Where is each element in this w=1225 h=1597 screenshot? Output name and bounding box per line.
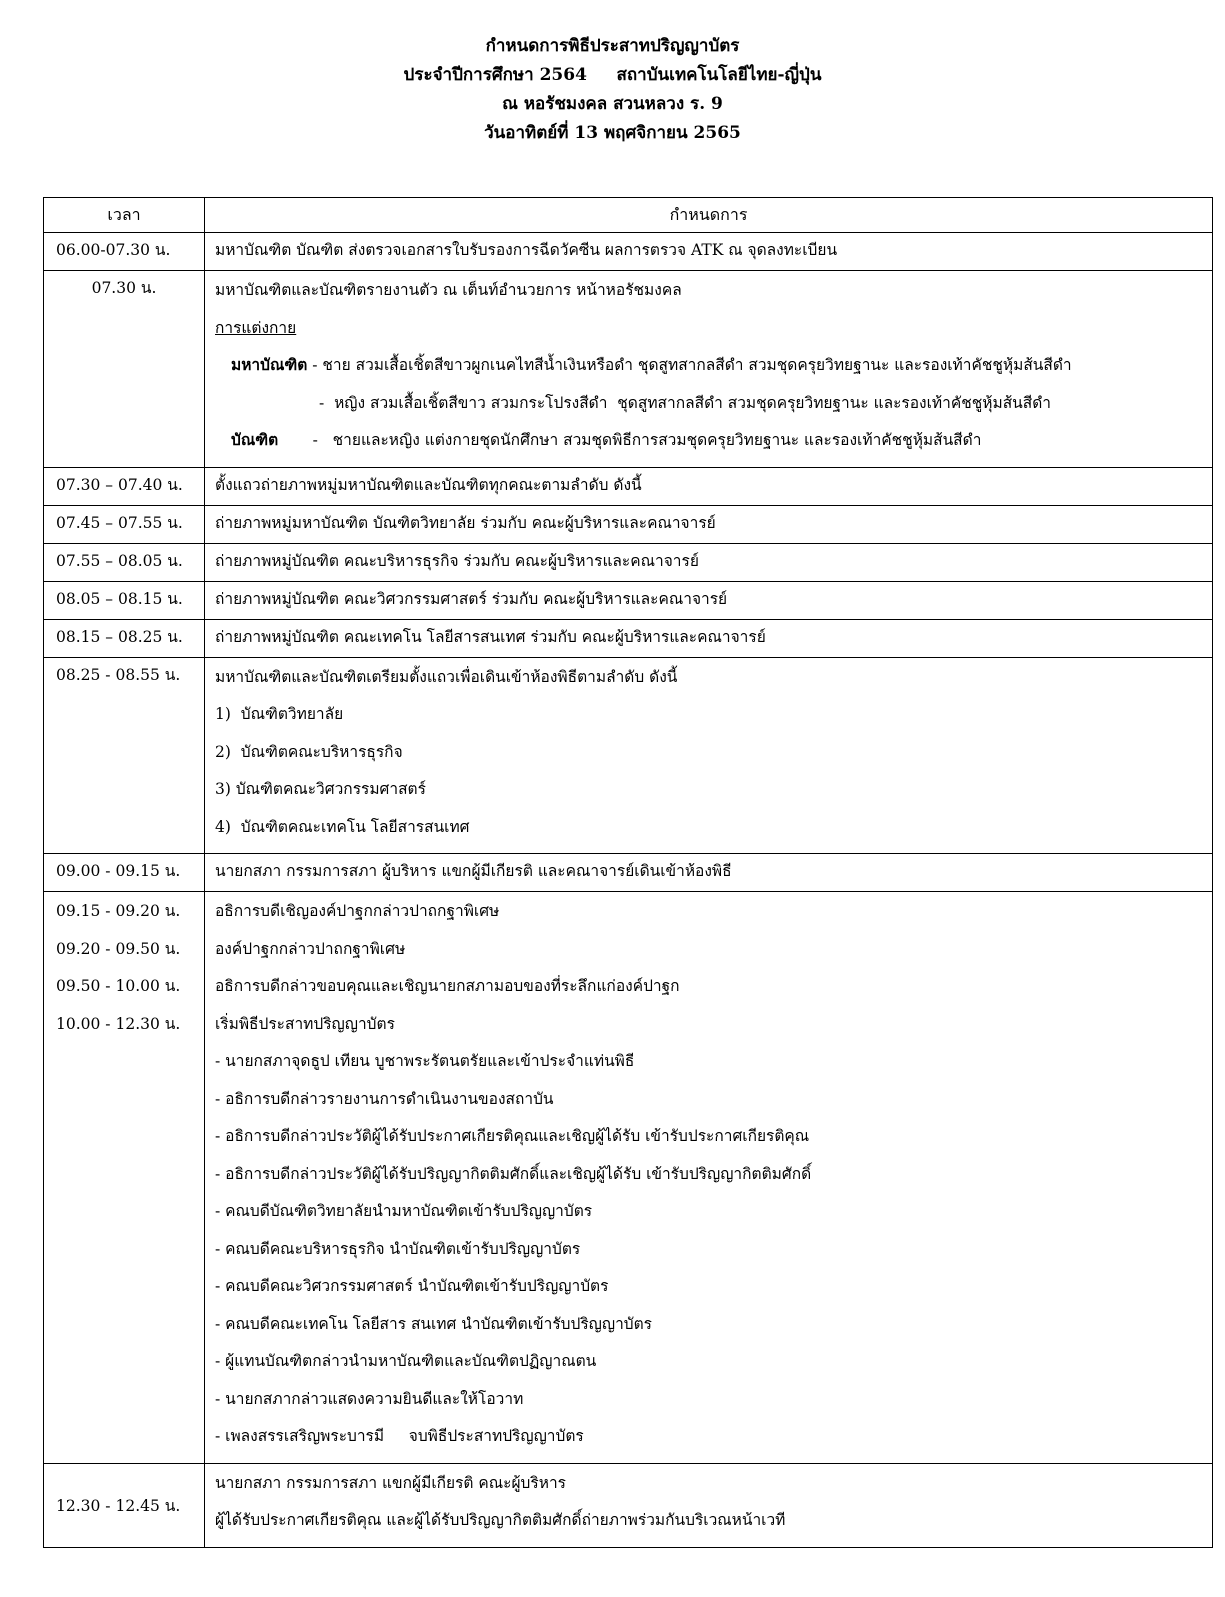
row-time: 06.00-07.30 น. xyxy=(44,233,205,271)
row-activity xyxy=(205,1463,1213,1547)
row-activity: มหาบัณฑิต บัณฑิต ส่งตรวจเอกสารใบรับรองการฉีดวัคซีน ผลการตรวจ ATK ณ จุดลงทะเบียน xyxy=(205,233,1213,271)
table-row xyxy=(44,467,1213,505)
bachelor-label: บัณฑิต xyxy=(231,430,279,449)
table-row xyxy=(44,543,1213,581)
activity-line: ผู้ได้รับประกาศเกียรติคุณ และผู้ได้รับปริญญากิตติมศักดิ์ถ่ายภาพร่วมกันบริเวณหน้าเวที xyxy=(215,1511,786,1529)
column-header-time: เวลา xyxy=(44,198,205,233)
bachelor-text: - ชายและหญิง แต่งกายชุดนักศึกษา สวมชุดพิธีการสวมชุดครุยวิทยฐานะ และรองเท้าคัชชูหุ้มส้นสีดำ xyxy=(278,431,982,449)
table-header-row xyxy=(44,198,1213,233)
header-venue: ณ หอรัชมงคล สวนหลวง ร. 9 xyxy=(502,94,723,114)
order-item: 1) บัณฑิตวิทยาลัย xyxy=(215,705,344,723)
row-activity xyxy=(205,271,1213,468)
table-row xyxy=(44,505,1213,543)
table-row xyxy=(44,271,1213,468)
order-item: 4) บัณฑิตคณะเทคโน โลยีสารสนเทศ xyxy=(215,817,470,836)
row-time: 09.50 - 10.00 น. xyxy=(56,977,181,995)
activity-line: - เพลงสรรเสริญพระบารมี จบพิธีประสาทปริญญาบัตร xyxy=(215,1427,584,1445)
activity-line: อธิการบดีเชิญองค์ปาฐกกล่าวปาถกฐาพิเศษ xyxy=(215,902,500,920)
table-row xyxy=(44,1463,1213,1547)
header-academic-year: ประจำปีการศึกษา 2564 สถาบันเทคโนโลยีไทย-ญี่ปุ่น xyxy=(403,65,822,85)
dress-code-bachelor xyxy=(215,425,1208,463)
activity-line: - ผู้แทนบัณฑิตกล่าวนำมหาบัณฑิตและบัณฑิตปฏิญาณตน xyxy=(215,1352,597,1370)
row-activity: ถ่ายภาพหมู่บัณฑิต คณะเทคโน โลยีสารสนเทศ ร่วมกับ คณะผู้บริหารและคณาจารย์ xyxy=(205,619,1213,657)
master-label: มหาบัณฑิต xyxy=(231,355,308,374)
master-male-text: - ชาย สวมเสื้อเชิ้ตสีขาวผูกเนคไทสีน้ำเงินหรือดำ ชุดสูทสากลสีดำ สวมชุดครุยวิทยฐานะ และรองเท้าคัชชูหุ้มส้นสีดำ xyxy=(307,356,1072,374)
row-time: 10.00 - 12.30 น. xyxy=(56,1014,181,1033)
table-row xyxy=(44,657,1213,854)
activity-line: มหาบัณฑิตและบัณฑิตเตรียมตั้งแถวเพื่อเดินเข้าห้องพิธีตามลำดับ ดังนี้ xyxy=(215,667,678,686)
row-time: 07.55 – 08.05 น. xyxy=(44,543,205,581)
activity-line: องค์ปาฐกกล่าวปาถกฐาพิเศษ xyxy=(215,939,406,958)
row-time: 07.30 – 07.40 น. xyxy=(44,467,205,505)
row-activity xyxy=(205,657,1213,854)
row-time: 08.25 - 08.55 น. xyxy=(44,657,205,854)
activity-line: เริ่มพิธีประสาทปริญญาบัตร xyxy=(215,1014,395,1033)
row-activity: ตั้งแถวถ่ายภาพหมู่มหาบัณฑิตและบัณฑิตทุกคณะตามลำดับ ดังนี้ xyxy=(205,467,1213,505)
activity-line: - คณบดีคณะวิศวกรรมศาสตร์ นำบัณฑิตเข้ารับปริญญาบัตร xyxy=(215,1277,609,1295)
activity-line: มหาบัณฑิตและบัณฑิตรายงานตัว ณ เต็นท์อำนวยการ หน้าหอรัชมงคล xyxy=(215,281,682,299)
dress-code-master-male xyxy=(215,350,1208,388)
row-activity xyxy=(205,892,1213,1464)
row-time: 12.30 - 12.45 น. xyxy=(44,1463,205,1547)
table-row xyxy=(44,581,1213,619)
dress-code-title: การแต่งกาย xyxy=(215,318,297,337)
row-time: 07.30 น. xyxy=(44,271,205,468)
activity-line: - คณบดีบัณฑิตวิทยาลัยนำมหาบัณฑิตเข้ารับปริญญาบัตร xyxy=(215,1202,593,1220)
activity-line: - คณบดีคณะเทคโน โลยีสาร สนเทศ นำบัณฑิตเข้ารับปริญญาบัตร xyxy=(215,1314,653,1333)
row-activity: ถ่ายภาพหมู่มหาบัณฑิต บัณฑิตวิทยาลัย ร่วมกับ คณะผู้บริหารและคณาจารย์ xyxy=(205,505,1213,543)
activity-line: - นายกสภาจุดธูป เทียน บูชาพระรัตนตรัยและเข้าประจำแท่นพิธี xyxy=(215,1052,635,1070)
row-time: 09.20 - 09.50 น. xyxy=(56,939,181,958)
column-header-schedule: กำหนดการ xyxy=(205,198,1213,233)
table-row xyxy=(44,619,1213,657)
row-time: 08.05 – 08.15 น. xyxy=(44,581,205,619)
row-activity: นายกสภา กรรมการสภา ผู้บริหาร แขกผู้มีเกียรติ และคณาจารย์เดินเข้าห้องพิธี xyxy=(205,854,1213,892)
row-activity: ถ่ายภาพหมู่บัณฑิต คณะบริหารธุรกิจ ร่วมกับ คณะผู้บริหารและคณาจารย์ xyxy=(205,543,1213,581)
activity-line: - นายกสภากล่าวแสดงความยินดีและให้โอวาท xyxy=(215,1389,524,1408)
row-activity: ถ่ายภาพหมู่บัณฑิต คณะวิศวกรรมศาสตร์ ร่วมกับ คณะผู้บริหารและคณาจารย์ xyxy=(205,581,1213,619)
order-item: 3) บัณฑิตคณะวิศวกรรมศาสตร์ xyxy=(215,780,426,798)
table-row xyxy=(44,233,1213,271)
activity-line: - อธิการบดีกล่าวประวัติผู้ได้รับปริญญากิตติมศักดิ์และเชิญผู้ได้รับ เข้ารับปริญญากิตติมศักดิ์ xyxy=(215,1164,812,1183)
header-title: กำหนดการพิธีประสาทปริญญาบัตร xyxy=(485,36,740,56)
document-header xyxy=(0,32,1225,148)
row-time: 07.45 – 07.55 น. xyxy=(44,505,205,543)
row-time: 08.15 – 08.25 น. xyxy=(44,619,205,657)
activity-line: อธิการบดีกล่าวขอบคุณและเชิญนายกสภามอบของที่ระลึกแก่องค์ปาฐก xyxy=(215,977,680,995)
activity-line: - อธิการบดีกล่าวประวัติผู้ได้รับประกาศเกียรติคุณและเชิญผู้ได้รับ เข้ารับประกาศเกียรติคุณ xyxy=(215,1127,810,1145)
activity-line: - คณบดีคณะบริหารธุรกิจ นำบัณฑิตเข้ารับปริญญาบัตร xyxy=(215,1239,581,1258)
schedule-table xyxy=(43,197,1213,1548)
dress-code-master-female: - หญิง สวมเสื้อเชิ้ตสีขาว สวมกระโปรงสีดำ ชุดสูทสากลสีดำ สวมชุดครุยวิทยฐานะ และรองเท้าคัชชูหุ้มส้นสีดำ xyxy=(319,393,1051,412)
activity-line: - อธิการบดีกล่าวรายงานการดำเนินงานของสถาบัน xyxy=(215,1089,554,1108)
order-item: 2) บัณฑิตคณะบริหารธุรกิจ xyxy=(215,742,403,761)
row-times xyxy=(44,892,205,1464)
activity-line: นายกสภา กรรมการสภา แขกผู้มีเกียรติ คณะผู้บริหาร xyxy=(215,1473,566,1492)
table-row xyxy=(44,854,1213,892)
row-time: 09.00 - 09.15 น. xyxy=(44,854,205,892)
header-date: วันอาทิตย์ที่ 13 พฤศจิกายน 2565 xyxy=(484,123,741,143)
row-time: 09.15 - 09.20 น. xyxy=(56,902,181,920)
table-row xyxy=(44,892,1213,1464)
